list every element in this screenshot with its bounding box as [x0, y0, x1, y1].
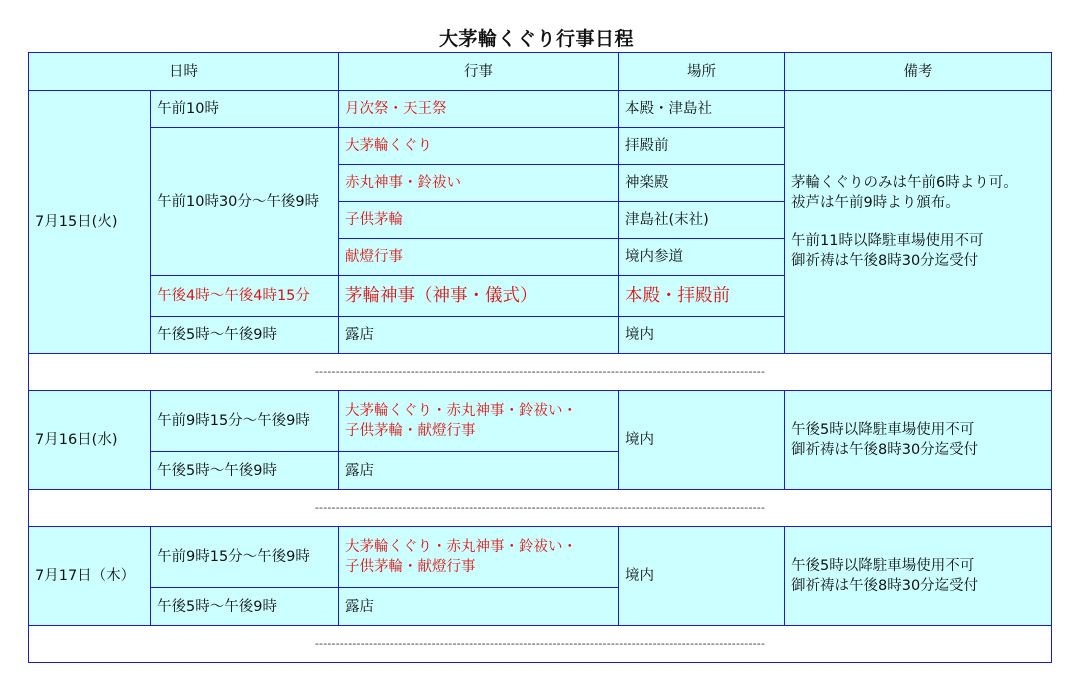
event-cell: 大茅輪くぐり: [339, 128, 619, 165]
note-line: 祓芦は午前9時より頒布。: [791, 195, 960, 211]
place-cell: 津島社(末社): [619, 202, 785, 239]
time-cell: 午後4時～午後4時15分: [151, 276, 339, 317]
place-cell: 境内参道: [619, 239, 785, 276]
place-cell: 本殿・津島社: [619, 91, 785, 128]
time-cell: 午後5時～午後9時: [151, 317, 339, 354]
place-cell: 境内: [619, 317, 785, 354]
event-cell: 露店: [339, 588, 619, 626]
event-line: 大茅輪くぐり・赤丸神事・鈴祓い・: [345, 539, 577, 555]
event-cell: 献燈行事: [339, 239, 619, 276]
table-row: [29, 91, 1052, 128]
notes-cell: [785, 91, 1052, 354]
header-datetime: 日時: [29, 53, 339, 91]
notes-cell: [785, 391, 1052, 490]
separator-line: ------------------------------------------------------------------------------------------------------------: [29, 354, 1052, 391]
place-cell: 神楽殿: [619, 165, 785, 202]
separator-line: ------------------------------------------------------------------------------------------------------------: [29, 626, 1052, 663]
time-cell: 午前9時15分～午後9時: [151, 527, 339, 588]
place-cell: 拝殿前: [619, 128, 785, 165]
date-cell: 7月16日(水): [29, 391, 151, 490]
event-cell: 露店: [339, 317, 619, 354]
table-row: [29, 391, 1052, 452]
event-cell: 赤丸神事・鈴祓い: [339, 165, 619, 202]
note-line: 御祈祷は午後8時30分迄受付: [791, 578, 979, 594]
note-line: 午後5時以降駐車場使用不可: [791, 558, 975, 574]
separator-row: [29, 490, 1052, 527]
notes-cell: [785, 527, 1052, 626]
note-line: 午前11時以降駐車場使用不可: [791, 233, 984, 249]
date-cell: 7月15日(火): [29, 91, 151, 354]
separator-row: [29, 354, 1052, 391]
place-cell: 境内: [619, 527, 785, 626]
time-cell: 午後5時～午後9時: [151, 588, 339, 626]
event-line: 大茅輪くぐり・赤丸神事・鈴祓い・: [345, 403, 577, 419]
event-line: 子供茅輪・献燈行事: [345, 423, 476, 439]
note-line: 御祈祷は午後8時30分迄受付: [791, 442, 979, 458]
note-line: 午後5時以降駐車場使用不可: [791, 422, 975, 438]
time-cell: 午前10時30分～午後9時: [151, 128, 339, 276]
page-title: 大茅輪くぐり行事日程: [438, 28, 634, 50]
table-row: [29, 527, 1052, 588]
place-cell: 本殿・拝殿前: [619, 276, 785, 317]
time-cell: 午前10時: [151, 91, 339, 128]
time-cell: 午後5時～午後9時: [151, 452, 339, 490]
event-cell: [339, 391, 619, 452]
event-cell: 子供茅輪: [339, 202, 619, 239]
place-cell: 境内: [619, 391, 785, 490]
header-place: 場所: [619, 53, 785, 91]
event-cell: 露店: [339, 452, 619, 490]
event-cell: 月次祭・天王祭: [339, 91, 619, 128]
time-cell: 午前9時15分～午後9時: [151, 391, 339, 452]
header-notes: 備考: [785, 53, 1052, 91]
separator-line: ------------------------------------------------------------------------------------------------------------: [29, 490, 1052, 527]
event-cell: 茅輪神事（神事・儀式）: [339, 276, 619, 317]
header-event: 行事: [339, 53, 619, 91]
event-cell: [339, 527, 619, 588]
header-row: [29, 53, 1052, 91]
event-line: 子供茅輪・献燈行事: [345, 559, 476, 575]
schedule-table: [28, 52, 1052, 663]
note-line: 御祈祷は午後8時30分迄受付: [791, 253, 979, 269]
date-cell: 7月17日（木）: [29, 527, 151, 626]
note-line: 茅輪くぐりのみは午前6時より可。: [791, 175, 1018, 191]
separator-row: [29, 626, 1052, 663]
